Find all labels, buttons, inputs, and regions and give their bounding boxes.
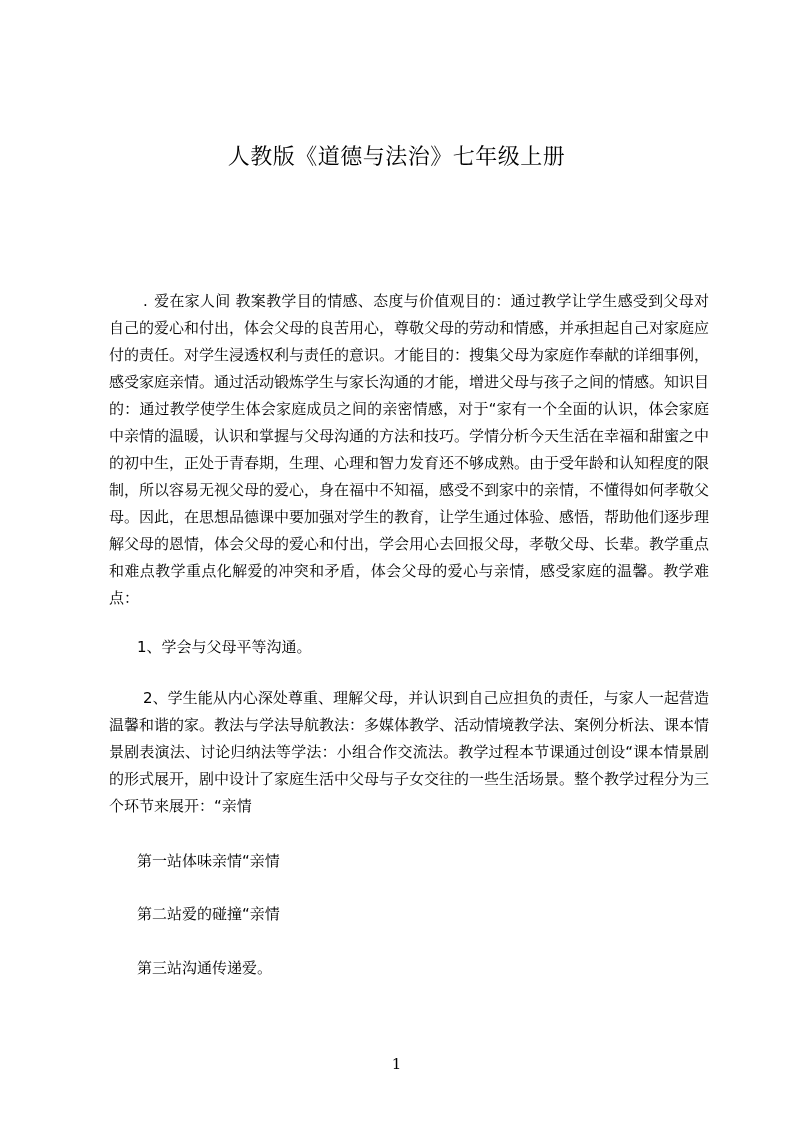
page-number: 1 <box>391 1055 402 1073</box>
station-3: 第三站沟通传递爱。 <box>137 959 273 977</box>
intro-paragraph-text: 爱在家人间 教案教学目的情感、态度与价值观目的：通过教学让学生感受到父母对自己的爱心和付出，体会父母的良苦用心，尊敬父母的劳动和情感，并承担起自己对家庭应付的责任。对学生浸透权利与责任的意识。才能目的：搜集父母为家庭作奉献的详细事例，感受家庭亲情。通过活动锻炼学生与家长沟通的才能，增进父母与孩子之间的情感。知识目的：通过教学使学生体会家庭成员之间的亲密情感，对于“家有一个全面的认识，体会家庭中亲情的温暖，认识和掌握与父母沟通的方法和技巧。学情分析今天生活在幸福和甜蜜之中的初中生，正处于青春期，生理、心理和智力发育还不够成熟。由于受年龄和认知程度的限制，所以容易无视父母的爱心，身在福中不知福，感受不到家中的亲情，不懂得如何孝敬父母。因此，在思想品德课中要加强对学生的教育，让学生通过体验、感悟，帮助他们逐步理解父母的恩情，体会父母的爱心和付出，学会用心去回报父母，孝敬父母、长辈。教学重点和难点教学重点化解爱的冲突和矛盾，体会父母的爱心与亲情，感受家庭的温馨。教学难点： <box>109 292 710 607</box>
station-1: 第一站体味亲情“亲情 <box>137 852 280 870</box>
document-title: 人教版《道德与法治》七年级上册 <box>227 145 566 170</box>
lead-mark: . <box>143 292 148 310</box>
list-item-1: 1、学会与父母平等沟通。 <box>137 638 312 656</box>
list-item-2-text: 2、学生能从内心深处尊重、理解父母，并认识到自己应担负的责任，与家人一起营造温馨和谐的家。教法与学法导航教法：多媒体教学、活动情境教学法、案例分析法、课本情景剧表演法、讨论归纳法等学法：小组合作交流法。教学过程本节课通过创设“课本情景剧的形式展开，剧中设计了家庭生活中父母与子女交往的一些生活场景。整个教学过程分为三个环节来展开：“亲情 <box>109 689 710 815</box>
intro-paragraph <box>109 288 709 612</box>
station-2: 第二站爱的碰撞“亲情 <box>137 905 280 923</box>
list-item-2-paragraph <box>109 685 709 820</box>
